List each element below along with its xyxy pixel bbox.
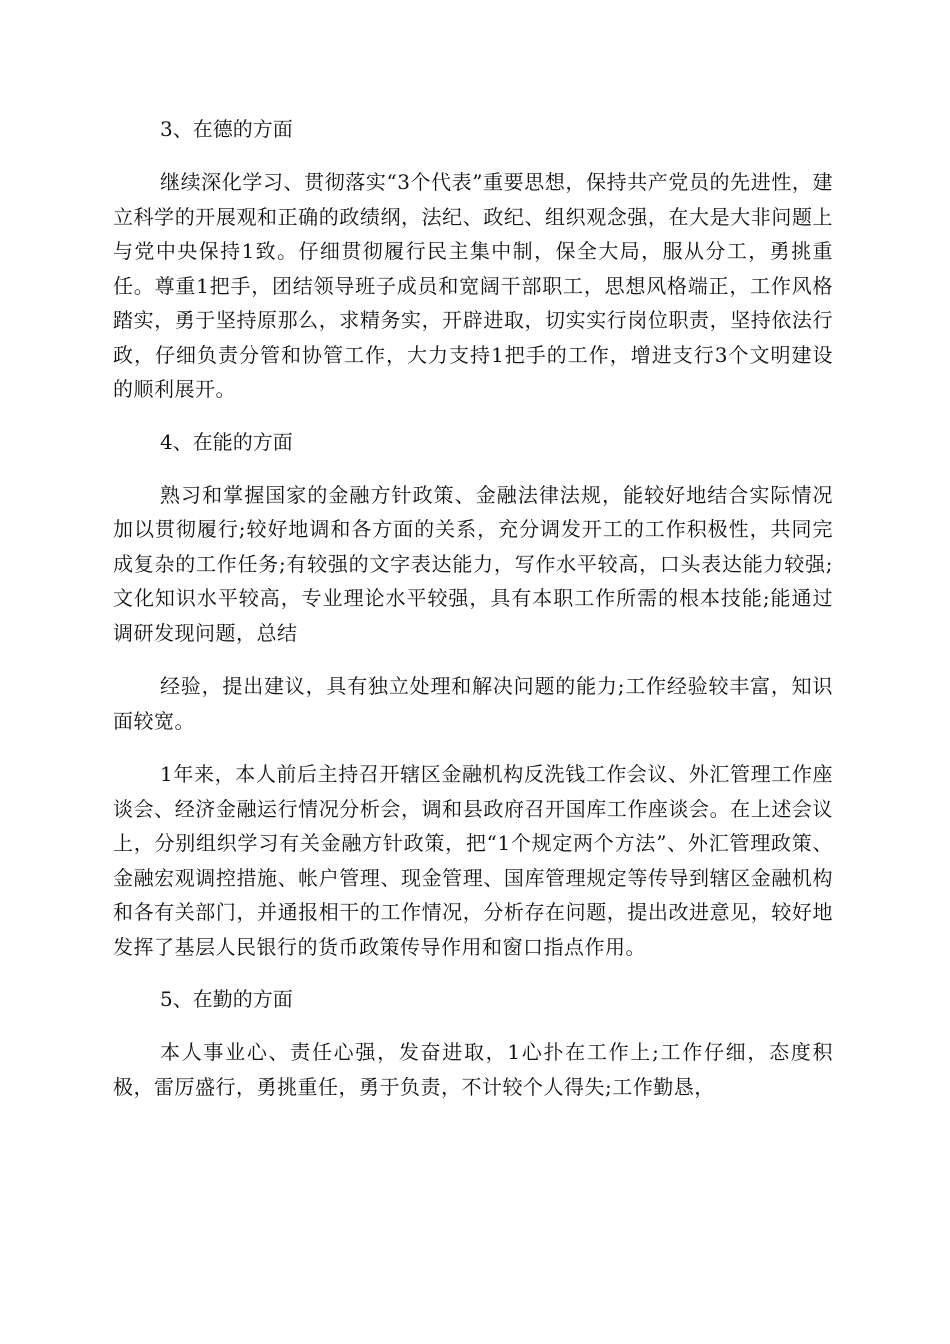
- paragraph-diligence: 本人事业心、责任心强，发奋进取，1心扑在工作上;工作仔细，态度积极，雷厉盛行，勇挑重任，勇于负责，不计较个人得失;工作勤恳，: [113, 1040, 833, 1099]
- paragraph-ability-3: 1年来，本人前后主持召开辖区金融机构反洗钱工作会议、外汇管理工作座谈会、经济金融运行情况分析会，调和县政府召开国库工作座谈会。在上述会议上，分别组织学习有关金融方针政策，把“1个规定两个方法”、外汇管理政策、金融宏观调控措施、帐户管理、现金管理、国库管理规定等传导到辖区金融机构和各有关部门，并通报相干的工作情况，分析存在问题，提出改进意见，较好地发挥了基层人民银行的货币政策传导作用和窗口指点作用。: [113, 762, 833, 959]
- section-heading-diligence: 5、在勤的方面: [160, 987, 293, 1011]
- section-heading-virtue: 3、在德的方面: [160, 117, 293, 141]
- paragraph-virtue: 继续深化学习、贯彻落实“3个代表”重要思想，保持共产党员的先进性，建立科学的开展观和正确的政绩纲，法纪、政纪、组织观念强，在大是大非问题上与党中央保持1致。仔细贯彻履行民主集中制，保全大局，服从分工，勇挑重任。尊重1把手，团结领导班子成员和宽阔干部职工，思想风格端正，工作风格踏实，勇于坚持原那么，求精务实，开辟进取，切实实行岗位职责，坚持依法行政，仔细负责分管和协管工作，大力支持1把手的工作，增进支行3个文明建设的顺利展开。: [113, 170, 833, 401]
- section-heading-ability: 4、在能的方面: [160, 429, 293, 454]
- document-body: [113, 113, 833, 1123]
- paragraph-ability-1: 熟习和掌握国家的金融方针政策、金融法律法规，能较好地结合实际情况加以贯彻履行;较好地调和各方面的关系，充分调发开工的工作积极性，共同完成复杂的工作任务;有较强的文字表达能力，写作水平较高，口头表达能力较强;文化知识水平较高，专业理论水平较强，具有本职工作所需的根本技能;能通过调研发现问题，总结: [113, 482, 833, 645]
- paragraph-ability-2: 经验，提出建议，具有独立处理和解决问题的能力;工作经验较丰富，知识面较宽。: [113, 674, 833, 733]
